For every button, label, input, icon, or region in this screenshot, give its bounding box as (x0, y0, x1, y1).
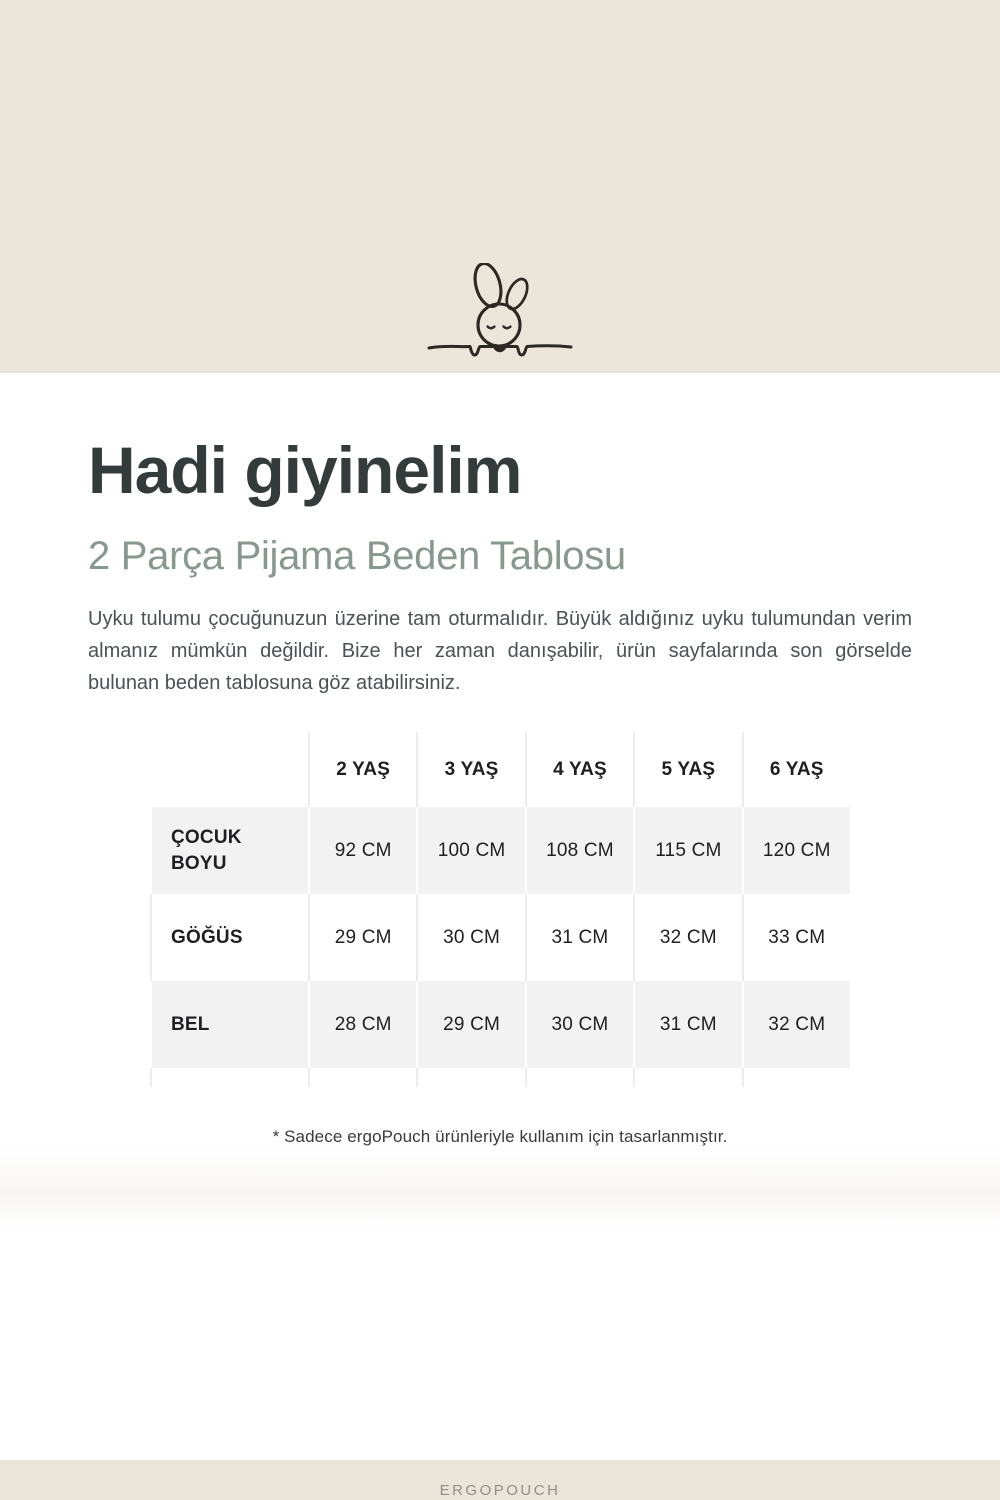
size-table-wrapper (150, 732, 912, 1087)
table-row (150, 981, 850, 1068)
size-value-cell: 32 CM (633, 894, 741, 981)
size-value-cell: 29 CM (416, 981, 524, 1068)
column-header: 2 YAŞ (308, 732, 416, 807)
brand-wordmark: ERGOPOUCH (439, 1482, 561, 1499)
column-header: 4 YAŞ (525, 732, 633, 807)
size-value-cell: 100 CM (416, 807, 524, 894)
stub-cell (416, 1068, 524, 1087)
hero-band (0, 0, 1000, 373)
size-table-body (150, 807, 850, 1087)
table-stub-row (150, 1068, 850, 1087)
column-header: 5 YAŞ (633, 732, 741, 807)
size-table (150, 732, 850, 1087)
page-title: Hadi giyinelim (88, 433, 522, 507)
footer-band (0, 1460, 1000, 1500)
size-value-cell: 92 CM (308, 807, 416, 894)
row-label: BEL (150, 981, 308, 1068)
size-value-cell: 115 CM (633, 807, 741, 894)
size-value-cell: 108 CM (525, 807, 633, 894)
table-row (150, 894, 850, 981)
size-value-cell: 31 CM (525, 894, 633, 981)
column-header: 3 YAŞ (416, 732, 524, 807)
content-area (0, 433, 1000, 1147)
size-value-cell: 120 CM (742, 807, 850, 894)
description-paragraph: Uyku tulumu çocuğunuzun üzerine tam oturmalıdır. Büyük aldığınız uyku tulumundan verim almanız mümkün değildir. Bize her zaman danışabilir, ürün sayfalarında son görselde bulunan beden tablosuna göz atabilirsiniz. (88, 608, 912, 695)
footnote: * Sadece ergoPouch ürünleriyle kullanım için tasarlanmıştır. (272, 1127, 728, 1147)
size-value-cell: 33 CM (742, 894, 850, 981)
size-table-header (150, 732, 850, 807)
pre-footer-fade (0, 1147, 1000, 1229)
row-label: GÖĞÜS (150, 894, 308, 981)
size-value-cell: 31 CM (633, 981, 741, 1068)
size-value-cell: 30 CM (416, 894, 524, 981)
table-row (150, 807, 850, 894)
size-value-cell: 32 CM (742, 981, 850, 1068)
stub-cell (633, 1068, 741, 1087)
stub-cell (308, 1068, 416, 1087)
column-header: 6 YAŞ (742, 732, 850, 807)
page-subtitle: 2 Parça Pijama Beden Tablosu (88, 534, 626, 579)
row-label: ÇOCUK BOYU (150, 807, 308, 894)
size-value-cell: 30 CM (525, 981, 633, 1068)
size-value-cell: 28 CM (308, 981, 416, 1068)
table-corner-cell (150, 732, 308, 807)
stub-cell (525, 1068, 633, 1087)
stub-cell (150, 1068, 308, 1087)
stub-cell (742, 1068, 850, 1087)
ergopouch-bunny-logo-icon (425, 263, 575, 373)
size-value-cell: 29 CM (308, 894, 416, 981)
